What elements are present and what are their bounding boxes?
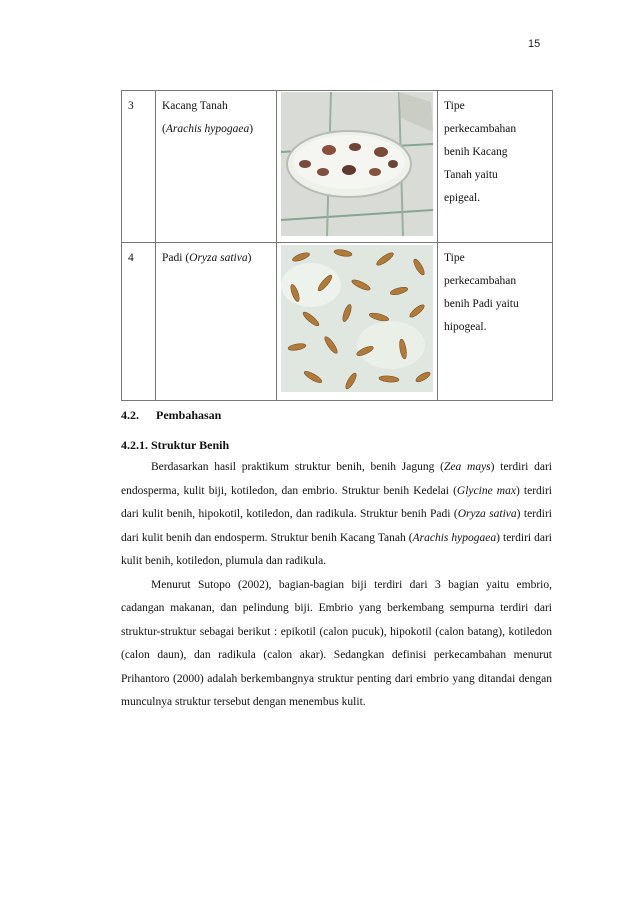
description-line: Tipe [444, 100, 465, 112]
description-line: perkecambahan [444, 123, 517, 135]
table-row [122, 91, 553, 243]
description-cell [438, 243, 553, 401]
row-number: 3 [128, 100, 134, 112]
section-heading [121, 408, 221, 423]
section-number: 4.2. [121, 408, 139, 422]
seed-name-cell [156, 243, 277, 401]
seed-name-cell [156, 91, 277, 243]
section-title: Pembahasan [156, 408, 222, 422]
paragraph: Menurut Sutopo (2002), bagian-bagian biji terdiri dari 3 bagian yaitu embrio, cadangan makanan, dan pelindung biji. Embrio yang berkembang sempurna terdiri dari struktur-struktur sebagai berikut : epikotil (calon pucuk), hipokotil (calon batang), kotiledon (calon daun), dan radikula (calon akar). Sedangkan definisi perkecambahan menurut Prihantoro (2000) adalah berkembangnya struktur penting dari embrio yang ditandai dengan munculnya struktur tersebut dengan menembus kulit. [121, 578, 552, 708]
peanut-petri-dish-photo [281, 92, 433, 236]
description-line: Tipe [444, 252, 465, 264]
paragraph: Berdasarkan hasil praktikum struktur benih, benih Jagung (Zea mays) terdiri dari endosperma, kulit biji, kotiledon, dan embrio. Struktur benih Kedelai (Glycine max) terdiri dari kulit benih, hipokotil, kotiledon, dan radikula. Struktur benih Padi (Oryza sativa) terdiri dari kulit benih dan endosperm. Struktur benih Kacang Tanah (Arachis hypogaea) terdiri dari kulit benih, kotiledon, plumula dan radikula. [121, 461, 553, 567]
photo-cell [277, 243, 438, 401]
row-number-cell [122, 243, 156, 401]
description-line: perkecambahan [444, 275, 517, 287]
photo-cell [277, 91, 438, 243]
results-table [121, 90, 553, 401]
seed-latin-name: (Arachis hypogaea) [162, 123, 254, 135]
row-number: 4 [128, 252, 134, 264]
seed-name: Kacang Tanah [162, 100, 228, 112]
description-cell [438, 91, 553, 243]
description-line: hipogeal. [444, 321, 487, 333]
table-row [122, 243, 553, 401]
description-line: epigeal. [444, 192, 481, 204]
description-line: benih Padi yaitu [444, 298, 519, 310]
page-number: 15 [528, 38, 541, 50]
subsection-heading: 4.2.1. Struktur Benih [121, 438, 230, 452]
body-text [121, 456, 552, 715]
description-line: Tanah yaitu [444, 169, 498, 181]
seed-name: Padi (Oryza sativa) [162, 252, 252, 264]
rice-seeds-photo [281, 245, 433, 392]
row-number-cell [122, 91, 156, 243]
description-line: benih Kacang [444, 146, 508, 158]
